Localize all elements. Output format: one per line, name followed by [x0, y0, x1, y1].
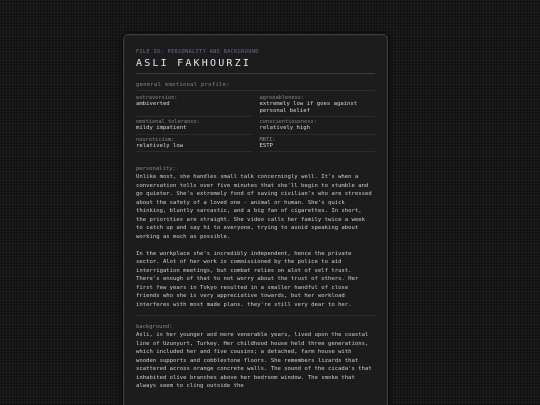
- trait-grid: [136, 93, 375, 152]
- trait-label: emotional tolerance:: [136, 119, 200, 125]
- trait-neuroticism: [136, 135, 252, 153]
- trait-value: ambiverted: [136, 101, 170, 107]
- trait-label: conscientiousness:: [259, 119, 317, 125]
- file-label: FILE IO: PERSONALITY AND BACKGROUND: [136, 49, 259, 55]
- trait-label: agreeableness:: [259, 95, 305, 101]
- trait-emotional-tolerance: [136, 117, 252, 135]
- personality-heading: personality:: [136, 166, 176, 172]
- trait-label: extraversion:: [136, 95, 178, 101]
- trait-label: neuroticism:: [136, 136, 175, 143]
- trait-value: relatively low: [136, 142, 184, 149]
- character-name: ASLI FAKHOURZI: [136, 58, 375, 74]
- personality-section: [136, 166, 375, 316]
- trait-mbti: [260, 135, 376, 153]
- background-paragraph: Asli, is her younger and more venerable years, lived upon the coastal line of Uzunyurt, Turkey. Her childhood house held three generations, which included her and five cousins; a detached, farm house with wooden supports and cobblestone floors. She remembers lizards that scattered across orange concrete walls. The sound of the cicada's that inhabited olive branches above her bedroom window. The smoke that always seem to cling outside the: [136, 332, 372, 389]
- background-section: [136, 324, 375, 397]
- personality-paragraph: In the workplace she's incredibly independent, hence the private sector. Alot of her work is commissioned by the police to aid interrigation meetings, but combat relies on alot of self trust. There's enough of that to not worry about the trust of others. Her first few years in Tokyo resulted in a smaller handful of close friends who she is very appreciative towards, but her workload interferes with most made plans. they're still very dear to her.: [136, 250, 359, 308]
- trait-conscientiousness: [260, 117, 376, 135]
- trait-value: mildy impatient: [136, 125, 187, 131]
- file-panel: [123, 34, 388, 405]
- trait-agreeableness: [260, 93, 376, 117]
- trait-value: ESTP: [259, 142, 273, 149]
- personality-paragraph: Unlike most, she handles small talk concerningly well. It's when a conversation tolls over five minutes that she'll begin to stumble and go quieter. She's extremely fond of saving civilian's who are stressed about the safety of a loved one - animal or human. She's quick thinking, bluntly sarcastic, and a big fan of cigarettes. In short, the priorities are straight. She video calls her family twice a week to catch up and say hi to everyone, trying to avoid speaking about working as much as possible.: [136, 174, 372, 240]
- general-profile-heading: general emotional profile:: [136, 82, 375, 91]
- trait-value: relatively high: [259, 125, 311, 131]
- background-heading: background:: [136, 324, 173, 330]
- trait-extraversion: [136, 93, 252, 117]
- trait-label: MBTI:: [259, 136, 276, 143]
- trait-value: extremely low if goes against personal belief: [259, 101, 358, 114]
